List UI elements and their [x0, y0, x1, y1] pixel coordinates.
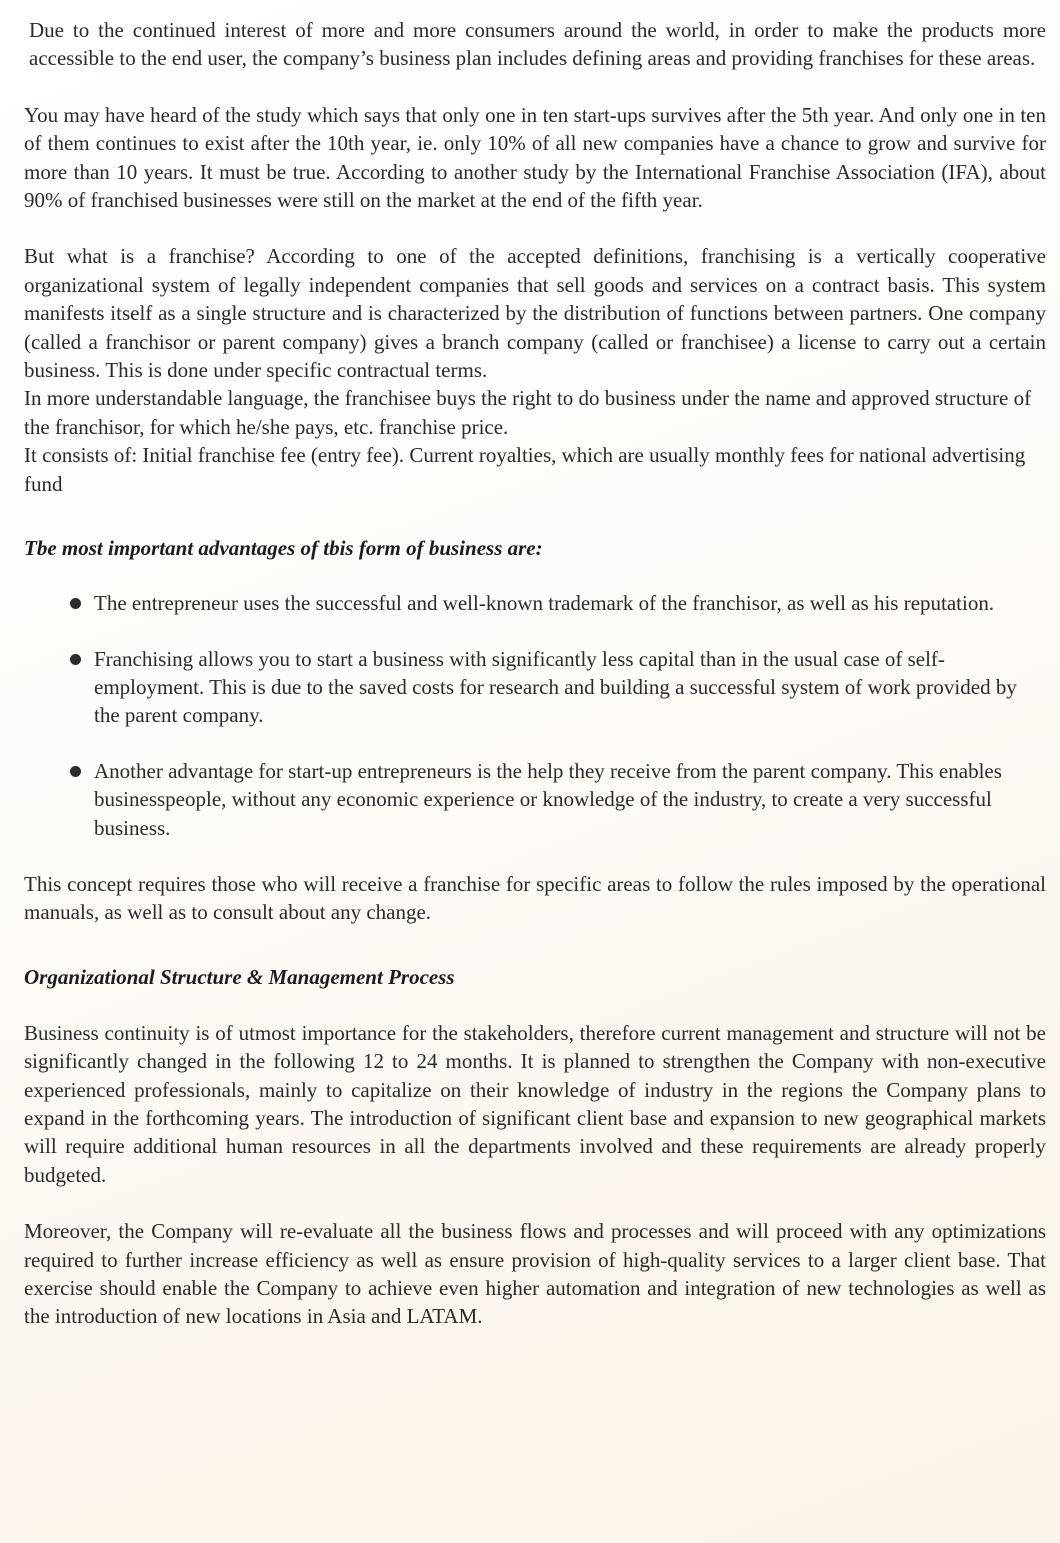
list-item-text: The entrepreneur uses the successful and well-known trademark of the franchisor, as well as his reputation. — [94, 591, 995, 616]
intro-paragraph-1: Due to the continued interest of more and more consumers around the world, in order to make the products more accessible to the end user, the company’s business plan includes defining areas and providing franchises for these areas. — [29, 18, 1046, 71]
organization-paragraph-2: Moreover, the Company will re-evaluate all the business flows and processes and will proceed with any optimizations required to further increase efficiency as well as ensure provision of high-quality services to a larger client base. That exercise should enable the Company to achieve even higher automation and integration of new technologies as well as the introduction of new locations in Asia and LATAM. — [24, 1219, 1046, 1329]
franchise-definition-paragraph: But what is a franchise? According to one of the accepted definitions, franchising is a vertically cooperative organizational system of legally independent companies that sell goods and services on a contract basis. This system manifests itself as a single structure and is characterized by the distribution of functions between partners. One company (called a franchisor or parent company) gives a branch company (called or franchisee) a license to carry out a certain business. This is done under specific contractual terms. — [24, 244, 1046, 383]
bullet-dot-icon — [70, 766, 81, 777]
list-item-text: Franchising allows you to start a business with significantly less capital than in the usual case of self-employment. This is due to the saved costs for research and building a successful system of work provided by the parent company. — [94, 646, 1017, 728]
franchise-plain-language-paragraph: In more understandable language, the franchisee buys the right to do business under the name and approved structure of the franchisor, for which he/she pays, etc. franchise price. — [24, 386, 1032, 439]
document-page — [24, 16, 1046, 1331]
list-item — [24, 757, 1046, 842]
advantages-heading: Tbe most important advantages of tbis form of business are: — [24, 536, 543, 561]
list-item — [24, 589, 1046, 617]
franchise-fees-paragraph: It consists of: Initial franchise fee (entry fee). Current royalties, which are usually monthly fees for national advertising fund — [24, 443, 1026, 496]
organization-paragraph-1: Business continuity is of utmost importance for the stakeholders, therefore current management and structure will not be significantly changed in the following 12 to 24 months. It is planned to strengthen the Company with non-executive experienced professionals, mainly to capitalize on their knowledge of industry in the regions the Company plans to expand in the forthcoming years. The introduction of significant client base and expansion to new geographical markets will require additional human resources in all the departments involved and these requirements are already properly budgeted. — [24, 1020, 1046, 1187]
advantages-list — [24, 589, 1046, 842]
bullet-dot-icon — [70, 598, 81, 609]
organization-heading: Organizational Structure & Management Process — [24, 964, 455, 989]
bullet-dot-icon — [70, 654, 81, 665]
intro-paragraph-2: You may have heard of the study which says that only one in ten start-ups survives after the 5th year. And only one in ten of them continues to exist after the 10th year, ie. only 10% of all new companies have a chance to grow and survive for more than 10 years. It must be true. According to another study by the International Franchise Association (IFA), about 90% of franchised businesses were still on the market at the end of the fifth year. — [24, 102, 1046, 213]
advantages-closing-paragraph: This concept requires those who will receive a franchise for specific areas to follow the rules imposed by the operational manuals, as well as to consult about any change. — [24, 871, 1046, 925]
list-item — [24, 645, 1046, 730]
list-item-text: Another advantage for start-up entrepreneurs is the help they receive from the parent company. This enables businesspeople, without any economic experience or knowledge of the industry, to create a very successful business. — [94, 758, 1002, 840]
